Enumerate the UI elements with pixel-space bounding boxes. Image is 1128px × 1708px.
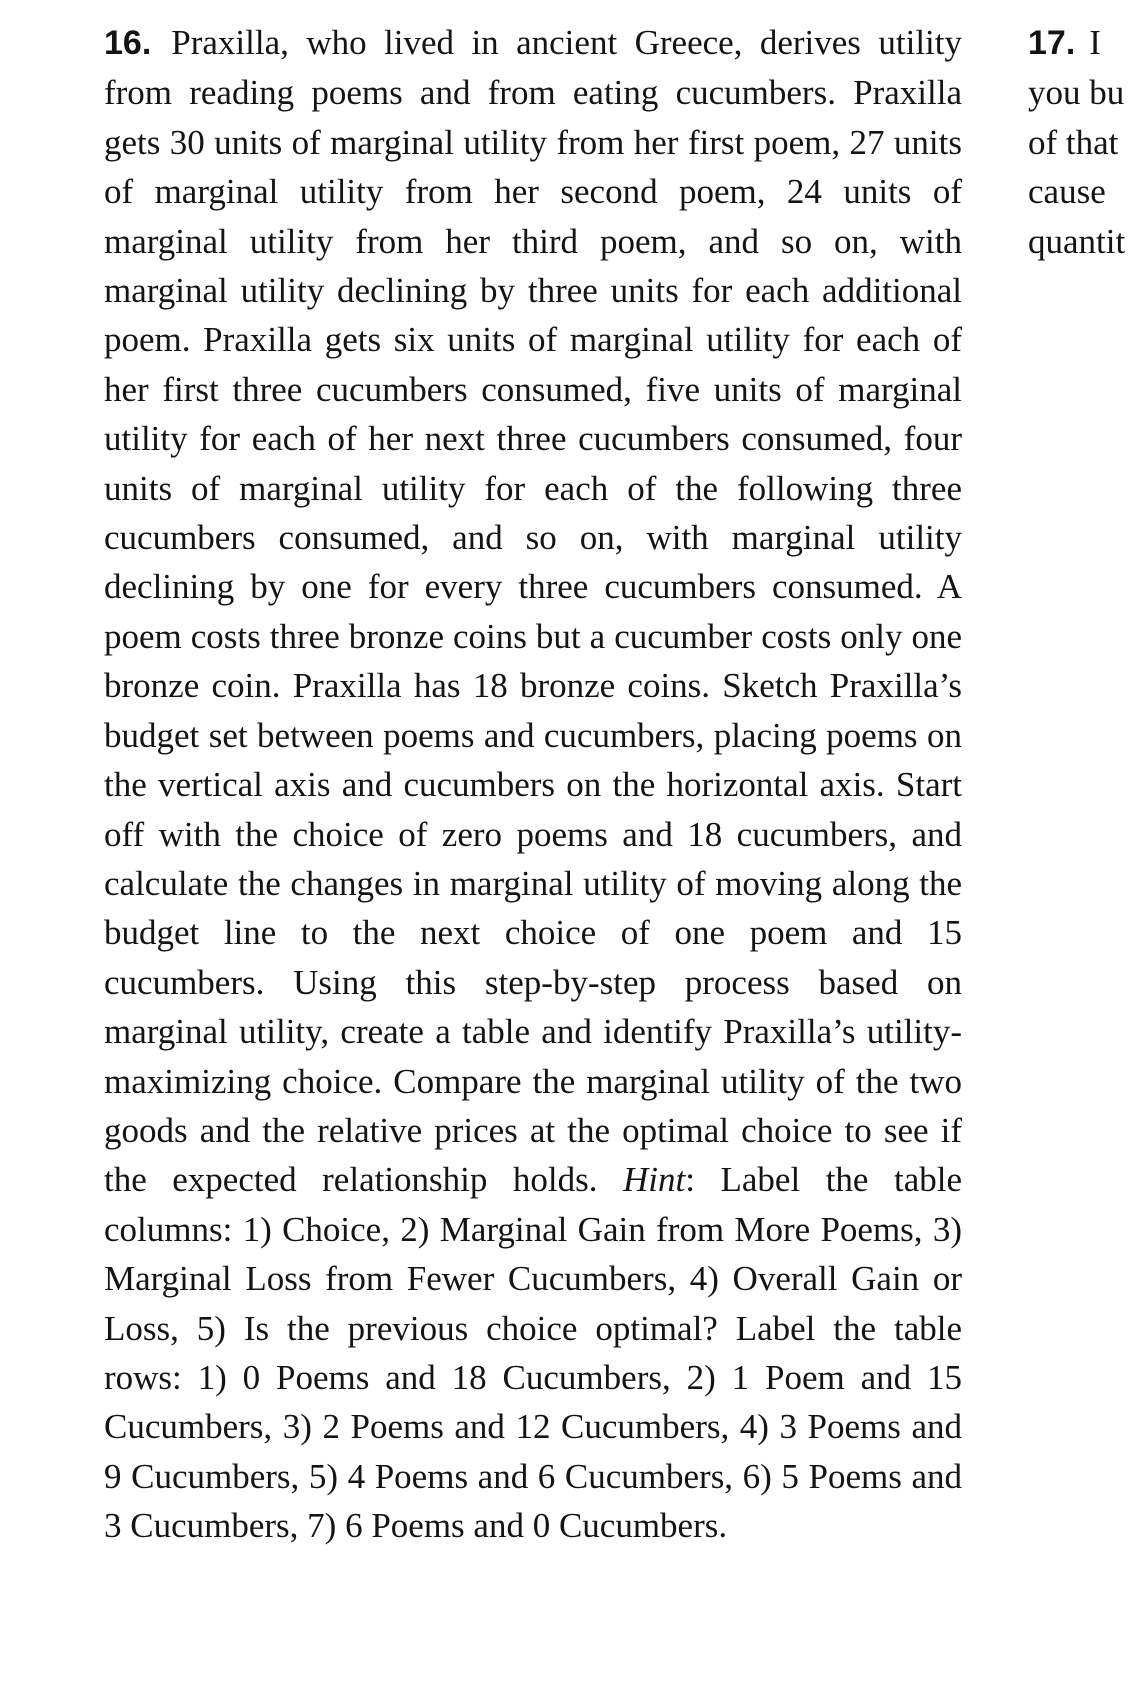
problem-17-first-line (1028, 18, 1128, 68)
problem-16-column (104, 18, 962, 1551)
problem-17-line: you bu (1028, 73, 1125, 113)
hint-label: Hint (623, 1160, 686, 1200)
problem-17-first-word: I (1089, 23, 1101, 62)
problem-17-line: of that (1028, 122, 1119, 162)
problem-17-line: quantit (1028, 221, 1126, 261)
problem-17-number: 17. (1028, 24, 1076, 62)
problem-16-intro: Praxilla, who lived in ancient Greece, derives utility from reading poems and from eating cucumbers. Praxilla gets 30 units of marginal utility from her first poem, 27 units of marginal utility from her second poem, 24 units of marginal utility from her third poem, and so on, with marginal utility declining by three units for each additional poem. Praxilla gets six units of marginal utility for each of her first three cucumbers consumed, five units of marginal utility for each of her next three cucumbers consumed, four units of marginal utility for each of the following three cucumbers consumed, and so on, with marginal utility declining by one for every three cucumbers consumed. A poem costs three bronze coins but a cucumber costs only one bronze coin. Praxilla has 18 bronze coins. Sketch Praxilla’s budget set between poems and cucumbers, placing poems on the vertical axis and cucumbers on the horizontal axis. Start off with the choice of zero poems and 18 cucumbers, and calculate the changes in marginal utility of moving along the budget line to the next choice of one poem and 15 cucumbers. Using this step-by-step process based on marginal utility, create a table and identify Praxilla’s utility-maximizing choice. Compare the marginal utility of the two goods and the relative prices at the optimal choice to see if the expected relationship holds. (104, 23, 962, 1200)
problem-16-number: 16. (104, 24, 152, 62)
problem-17-line: cause (1028, 172, 1106, 212)
hint-text: : Label the table columns: 1) Choice, 2) Marginal Gain from More Poems, 3) Marginal Loss from Fewer Cucumbers, 4) Overall Gain or Loss, 5) Is the previous choice optimal? Label the table rows: 1) 0 Poems and 18 Cucumbers, 2) 1 Poem and 15 Cucumbers, 3) 2 Poems and 12 Cucumbers, 4) 3 Poems and 9 Cucumbers, 5) 4 Poems and 6 Cucumbers, 6) 5 Poems and 3 Cucumbers, 7) 6 Poems and 0 Cucumbers. (104, 1160, 962, 1546)
problem-16-paragraph (104, 18, 962, 1551)
problem-17-column (1028, 18, 1128, 266)
